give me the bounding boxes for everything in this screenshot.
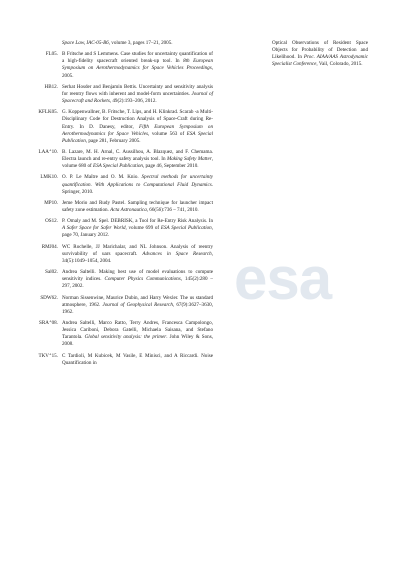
reference-entry [38, 269, 213, 290]
reference-key: SRA⁺08. [39, 320, 58, 327]
reference-italic-segment: ESA Special Publication [160, 225, 212, 232]
reference-key: KFLK05. [38, 109, 58, 116]
reference-text [62, 353, 213, 367]
reference-key: RMJ04. [41, 243, 58, 250]
reference-italic-segment: Advances in Space Research [142, 250, 212, 257]
reference-key: HB12. [44, 83, 58, 90]
reference-italic-segment: Journal of Geophysical Research [102, 301, 173, 308]
reference-entry [38, 200, 213, 214]
reference-segment: . John Wiley & Sons, 2008. [62, 334, 213, 348]
reference-text [62, 244, 213, 265]
esa-watermark: esa [234, 245, 332, 312]
reference-entry [38, 149, 213, 170]
reference-segment: , page 281, February 2005. [85, 137, 141, 144]
reference-segment: , volume 680 of [62, 156, 213, 170]
reference-segment: WC Rochelle, JJ Marichalar, and NL Johnson. Analysis of reentry survivability of uars spacecraft. [62, 243, 213, 257]
reference-italic-segment: Computer Physics Communications [104, 276, 181, 283]
reference-segment: Andrea Saltelli, Marco Ratto, Terry Andres, Francesca Campolongo, Jessica Cariboni, Debora Gatelli, Michaela Saisana, and Stefano Tarantola. [62, 320, 213, 341]
references-left-column [38, 40, 213, 371]
reference-key: MP10. [44, 199, 58, 206]
reference-text [62, 320, 213, 348]
reference-segment: O. P. Le Maître and O. M. Knio. [62, 174, 142, 181]
reference-segment: , Vail, Colorado, 2015. [316, 61, 363, 68]
reference-segment: , page 70, January 2012. [62, 225, 214, 239]
reference-italic-segment: ESA Special Publication [62, 130, 214, 144]
reference-segment: B Fritsche and S Lemmens. Case studies for uncertainty quantification of a high-fidelity spacecraft oriented break-up tool. In [62, 51, 213, 65]
reference-text [62, 200, 213, 214]
reference-key: FL05. [45, 51, 58, 58]
reference-key: SDW62. [40, 294, 58, 301]
reference-key: LAA⁺10. [38, 148, 58, 155]
reference-entry [38, 353, 213, 367]
reference-italic-segment: Fifth European Symposium on Aerothermodynamics for Space Vehicles [62, 123, 213, 137]
reference-italic-segment: A Safer Space for Safer World [62, 225, 126, 232]
reference-text [62, 269, 213, 290]
reference-text [62, 84, 213, 105]
reference-segment: , 145(2):280 – 297, 2002. [62, 276, 213, 290]
reference-text [62, 295, 213, 316]
reference-segment: , volume 699 of [125, 225, 161, 232]
reference-italic-segment: Making Safety Matter [166, 156, 212, 163]
reference-segment: Serhat Hosder and Benjamin Bettis. Uncertainty and sensitivity analysis for reentry flows with inherent and model-form uncertainties. [62, 83, 213, 97]
reference-italic-segment: 8th European Symposium on Aerothermodynamics for Space Vehicles Proceedings [62, 58, 214, 72]
reference-segment: , 66(56):736 – 741, 2010. [146, 207, 199, 213]
reference-entry [38, 109, 213, 144]
reference-text [62, 40, 213, 47]
reference-segment: Jeme Morio and Rudy Pastel. Sampling technique for launcher impact safety zone estimation. [62, 199, 213, 213]
reference-italic-segment: Space Law, IAC-05-B6 [62, 40, 109, 46]
reference-text [272, 40, 368, 68]
reference-italic-segment: Spectral methods for uncertainty quantification. With Applications to Computational Fluid Dynamics [62, 174, 214, 188]
reference-key: Sal02. [45, 269, 58, 276]
reference-text [62, 51, 213, 79]
reference-segment: , page 46, September 2010. [142, 163, 199, 170]
reference-segment: G. Koppenwallner, B. Fritsche, T. Lips, and H. Klinkrad. Scarab -a Multi-Disciplinary Code for Destruction Analysis of Space-Craft during Re-Entry. In D. Danesy, editor, [62, 109, 213, 130]
reference-entry [38, 40, 213, 47]
reference-segment: Andrea Saltelli. Making best use of model evaluations to compute sensitivity indices. [62, 269, 213, 283]
reference-segment: Norman Sissenwine, Maurice Dubin, and Harry Wexler. The us standard atmosphere, 1962. [62, 294, 213, 308]
reference-italic-segment: Journal of Spacecraft and Rockets [62, 90, 213, 105]
reference-text [62, 109, 213, 144]
reference-entry [248, 40, 368, 68]
reference-italic-segment: Proc. AIAA/AAS Astrodynamic Specialist Conference [272, 54, 368, 68]
reference-entry [38, 295, 213, 316]
reference-entry [38, 320, 213, 348]
reference-entry [38, 174, 213, 195]
reference-segment: , 34(5):1049–1054, 2004. [62, 250, 213, 264]
reference-text [62, 149, 213, 170]
reference-segment: C Tardioli, M Kubicek, M Vasile, E Minisci, and A Riccardi. Noise Quantification in [62, 352, 213, 366]
reference-entry [38, 218, 213, 239]
reference-italic-segment: ESA Special Publication [92, 163, 143, 170]
reference-key: LMK10. [40, 174, 58, 181]
reference-segment: Optical Observations of Resident Space Objects for Probability of Detection and Likelihood. In [272, 40, 368, 61]
reference-segment: , 49(2):193–206, 2012. [109, 98, 157, 105]
reference-entry [38, 84, 213, 105]
reference-italic-segment: Acta Astronautica [110, 207, 147, 213]
reference-entry [38, 244, 213, 265]
reference-segment: P. Omaly and M. Spel. DEBRISK, a Tool for Re-Entry Risk Analysis. In [62, 218, 213, 225]
reference-italic-segment: Global sensitivity analysis: the primer [84, 334, 167, 341]
reference-key: OS12. [45, 218, 58, 225]
reference-entry [38, 51, 213, 79]
reference-text [62, 218, 213, 239]
reference-segment: , 67(9):3627–3630, 1962. [62, 301, 213, 315]
reference-segment: B. Lazare, M. H. Arnal, C. Aussilhou, A. Blazquez, and F. Chemama. Electra launch and re-entry safety analysis tool. In [62, 148, 213, 163]
reference-key: TKV⁺15. [38, 352, 58, 359]
reference-segment: . Springer, 2010. [62, 181, 213, 195]
reference-text [62, 174, 213, 195]
reference-segment: , 2005. [62, 65, 213, 79]
reference-segment: , volume 563 of [147, 130, 187, 137]
reference-segment: , volume 3, pages 17–21, 2005. [108, 40, 173, 46]
references-right-column [248, 40, 368, 73]
